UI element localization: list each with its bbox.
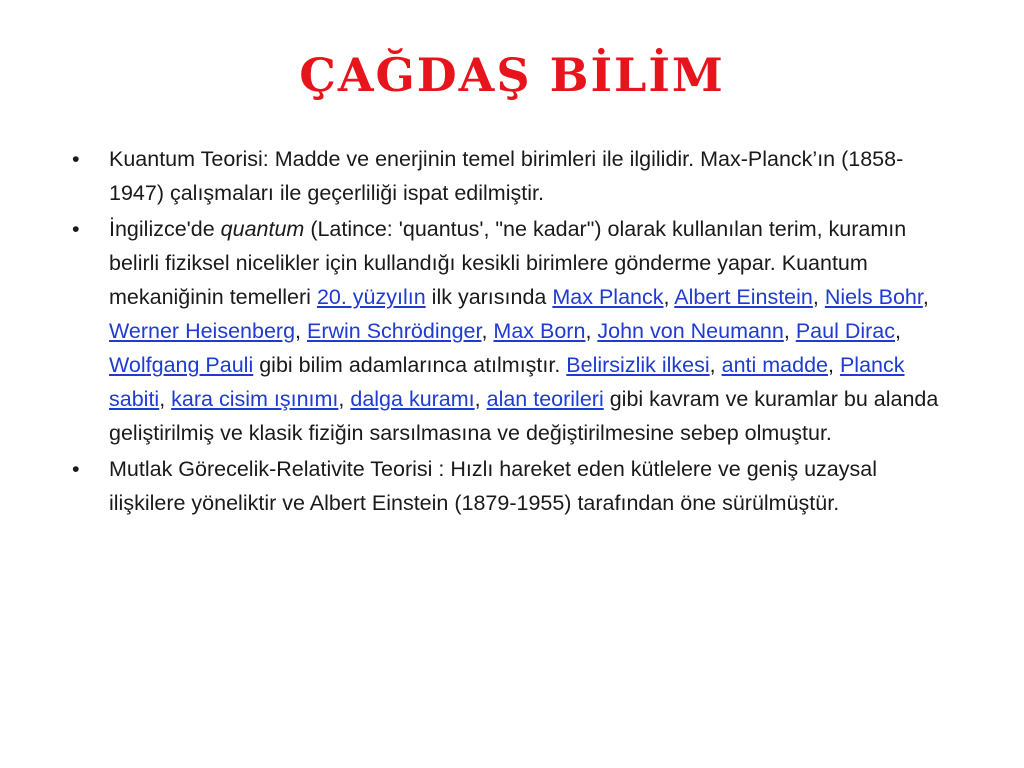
link-antimatter[interactable]: anti madde [721, 353, 828, 377]
text-segment: (Latince: 'quantus', "ne kadar") olarak kullanılan terim, kuramın belirli fiziksel nicelikler için kullandığı kesikli birimlere gönderme yapar. Kuantum mekaniğinin temelleri [109, 217, 907, 309]
separator: , [828, 353, 840, 377]
separator: , [709, 353, 722, 377]
separator: , [783, 319, 796, 343]
bullet-dot-icon: • [72, 457, 80, 481]
separator: , [338, 387, 351, 411]
link-niels-bohr[interactable]: Niels Bohr [824, 285, 923, 309]
bullet-dot-icon: • [72, 217, 80, 241]
link-erwin-schrodinger[interactable]: Erwin Schrödinger [306, 319, 482, 343]
link-albert-einstein[interactable]: Albert Einstein [674, 285, 813, 309]
separator: , [295, 319, 307, 343]
separator: , [922, 285, 929, 309]
separator: , [481, 319, 494, 343]
bullet-item-relativity [72, 452, 952, 520]
separator: , [663, 285, 675, 309]
bullet-text: Mutlak Görecelik-Relativite Teorisi : Hızlı hareket eden kütlelere ve geniş uzaysal ilişkilere yöneliktir ve Albert Einstein (1879-1955) tarafından öne sürülmüştür. [109, 457, 877, 515]
link-john-von-neumann[interactable]: John von Neumann [597, 319, 784, 343]
link-20th-century[interactable]: 20. yüzyılın [316, 285, 426, 309]
separator: , [895, 319, 901, 343]
text-segment: ilk yarısında [425, 285, 553, 309]
link-blackbody-radiation[interactable]: kara cisim ışınımı [171, 387, 339, 411]
link-werner-heisenberg[interactable]: Werner Heisenberg [109, 319, 296, 343]
link-max-born[interactable]: Max Born [493, 319, 586, 343]
bullet-item-quantum-english [72, 212, 952, 450]
link-planck-constant[interactable]: Planck sabiti [109, 353, 905, 411]
link-max-planck[interactable]: Max Planck [552, 285, 664, 309]
link-wolfgang-pauli[interactable]: Wolfgang Pauli [109, 353, 254, 377]
text-segment: gibi kavram ve kuramlar bu alanda geliştirilmiş ve klasik fiziğin sarsılmasına ve değiştirilmesine sebep olmuştur. [109, 387, 939, 445]
slide-title: ÇAĞDAŞ BİLİM [299, 48, 725, 102]
link-uncertainty-principle[interactable]: Belirsizlik ilkesi [566, 353, 710, 377]
bullet-text: Kuantum Teorisi: Madde ve enerjinin temel birimleri ile ilgilidir. Max-Planck’ın (1858-1947) çalışmaları ile geçerliliği ispat edilmiştir. [109, 147, 904, 205]
separator: , [474, 387, 487, 411]
separator: , [159, 387, 172, 411]
text-segment: İngilizce'de [109, 217, 221, 241]
bullet-item-quantum-theory [72, 142, 952, 210]
separator: , [585, 319, 598, 343]
bullet-text [109, 212, 952, 450]
link-paul-dirac[interactable]: Paul Dirac [795, 319, 895, 343]
bullet-dot-icon: • [72, 147, 80, 171]
bullet-list [72, 142, 952, 522]
separator: , [812, 285, 825, 309]
link-field-theories[interactable]: alan teorileri [486, 387, 604, 411]
link-wave-theory[interactable]: dalga kuramı [350, 387, 475, 411]
italic-term: quantum [220, 217, 305, 241]
text-segment: gibi bilim adamlarınca atılmıştır. [253, 353, 567, 377]
